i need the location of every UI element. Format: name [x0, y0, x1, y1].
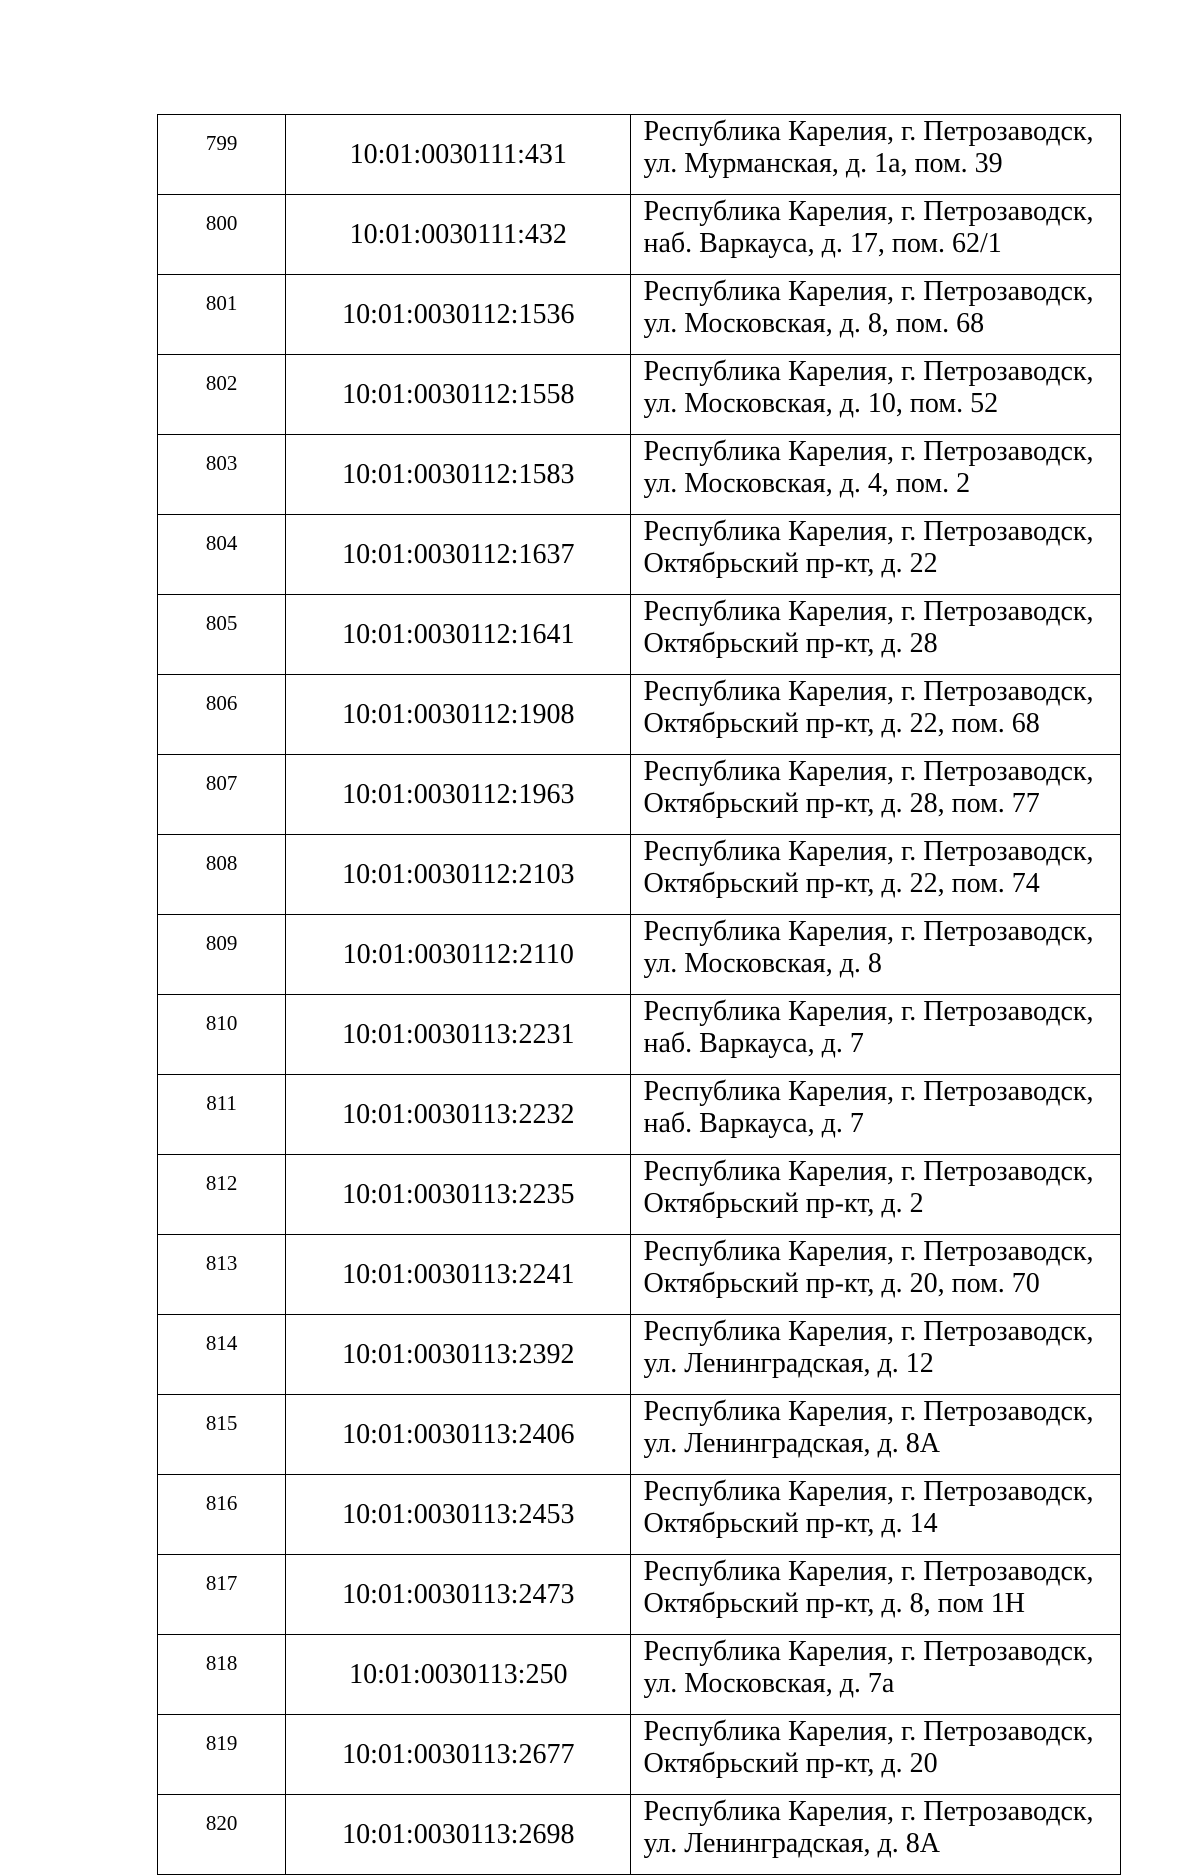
- table-row: [158, 1715, 1121, 1795]
- address-line-1: Республика Карелия, г. Петрозаводск,: [643, 1156, 1094, 1187]
- cadastral-number-cell: 10:01:0030113:2453: [286, 1475, 631, 1555]
- address-cell: [631, 755, 1121, 835]
- row-number-cell: 811: [158, 1075, 286, 1155]
- table-row: [158, 755, 1121, 835]
- registry-table: [157, 114, 1121, 1875]
- table-row: [158, 1475, 1121, 1555]
- cadastral-number-cell: 10:01:0030112:1641: [286, 595, 631, 675]
- cadastral-number-cell: 10:01:0030112:2103: [286, 835, 631, 915]
- address-cell: [631, 835, 1121, 915]
- address-line-2: Октябрьский пр-кт, д. 20, пом. 70: [643, 1268, 1040, 1299]
- row-number-cell: 803: [158, 435, 286, 515]
- address-cell: [631, 915, 1121, 995]
- table-row: [158, 435, 1121, 515]
- row-number-cell: 815: [158, 1395, 286, 1475]
- address-line-2: наб. Варкауса, д. 7: [643, 1028, 864, 1059]
- cadastral-number-cell: 10:01:0030113:2231: [286, 995, 631, 1075]
- row-number-cell: 813: [158, 1235, 286, 1315]
- table-row: [158, 195, 1121, 275]
- address-line-2: ул. Ленинградская, д. 8А: [643, 1828, 940, 1859]
- cadastral-number-cell: 10:01:0030112:1558: [286, 355, 631, 435]
- cadastral-number-cell: 10:01:0030112:2110: [286, 915, 631, 995]
- cadastral-number-cell: 10:01:0030113:2235: [286, 1155, 631, 1235]
- cadastral-number-cell: 10:01:0030112:1583: [286, 435, 631, 515]
- address-line-2: Октябрьский пр-кт, д. 8, пом 1Н: [643, 1588, 1025, 1619]
- table-row: [158, 1395, 1121, 1475]
- row-number-cell: 799: [158, 115, 286, 195]
- address-line-2: ул. Ленинградская, д. 12: [643, 1348, 934, 1379]
- address-cell: [631, 595, 1121, 675]
- address-cell: [631, 515, 1121, 595]
- address-cell: [631, 1795, 1121, 1875]
- table-row: [158, 915, 1121, 995]
- cadastral-number-cell: 10:01:0030113:2406: [286, 1395, 631, 1475]
- address-cell: [631, 435, 1121, 515]
- table-row: [158, 1635, 1121, 1715]
- address-cell: [631, 115, 1121, 195]
- table-row: [158, 1075, 1121, 1155]
- row-number-cell: 801: [158, 275, 286, 355]
- cadastral-number-cell: 10:01:0030113:2392: [286, 1315, 631, 1395]
- address-line-1: Республика Карелия, г. Петрозаводск,: [643, 1076, 1094, 1107]
- row-number-cell: 817: [158, 1555, 286, 1635]
- row-number-cell: 806: [158, 675, 286, 755]
- row-number-cell: 812: [158, 1155, 286, 1235]
- table-row: [158, 675, 1121, 755]
- row-number-cell: 808: [158, 835, 286, 915]
- address-line-1: Республика Карелия, г. Петрозаводск,: [643, 1476, 1094, 1507]
- cadastral-number-cell: 10:01:0030113:2698: [286, 1795, 631, 1875]
- address-line-2: наб. Варкауса, д. 7: [643, 1108, 864, 1139]
- row-number-cell: 802: [158, 355, 286, 435]
- address-cell: [631, 1715, 1121, 1795]
- cadastral-number-cell: 10:01:0030111:431: [286, 115, 631, 195]
- address-cell: [631, 275, 1121, 355]
- address-line-1: Республика Карелия, г. Петрозаводск,: [643, 1796, 1094, 1827]
- address-line-2: Октябрьский пр-кт, д. 28, пом. 77: [643, 788, 1040, 819]
- address-cell: [631, 1155, 1121, 1235]
- address-line-2: Октябрьский пр-кт, д. 22: [643, 548, 938, 579]
- address-line-2: ул. Московская, д. 10, пом. 52: [643, 388, 999, 419]
- address-line-1: Республика Карелия, г. Петрозаводск,: [643, 1636, 1094, 1667]
- address-line-1: Республика Карелия, г. Петрозаводск,: [643, 1316, 1094, 1347]
- table-row: [158, 995, 1121, 1075]
- row-number-cell: 810: [158, 995, 286, 1075]
- table-row: [158, 1155, 1121, 1235]
- cadastral-number-cell: 10:01:0030112:1908: [286, 675, 631, 755]
- row-number-cell: 807: [158, 755, 286, 835]
- table-row: [158, 1235, 1121, 1315]
- address-line-1: Республика Карелия, г. Петрозаводск,: [643, 676, 1094, 707]
- address-line-1: Республика Карелия, г. Петрозаводск,: [643, 1236, 1094, 1267]
- table-body: [158, 115, 1121, 1875]
- address-line-1: Республика Карелия, г. Петрозаводск,: [643, 916, 1094, 947]
- address-line-1: Республика Карелия, г. Петрозаводск,: [643, 436, 1094, 467]
- address-cell: [631, 995, 1121, 1075]
- address-line-1: Республика Карелия, г. Петрозаводск,: [643, 196, 1094, 227]
- table-row: [158, 835, 1121, 915]
- address-line-2: ул. Мурманская, д. 1а, пом. 39: [643, 148, 1003, 179]
- cadastral-number-cell: 10:01:0030113:2677: [286, 1715, 631, 1795]
- table-row: [158, 595, 1121, 675]
- address-cell: [631, 1075, 1121, 1155]
- address-line-2: Октябрьский пр-кт, д. 20: [643, 1748, 938, 1779]
- address-line-1: Республика Карелия, г. Петрозаводск,: [643, 516, 1094, 547]
- address-line-2: Октябрьский пр-кт, д. 2: [643, 1188, 924, 1219]
- address-line-1: Республика Карелия, г. Петрозаводск,: [643, 276, 1094, 307]
- address-cell: [631, 1315, 1121, 1395]
- row-number-cell: 820: [158, 1795, 286, 1875]
- address-line-1: Республика Карелия, г. Петрозаводск,: [643, 756, 1094, 787]
- address-cell: [631, 1635, 1121, 1715]
- address-line-1: Республика Карелия, г. Петрозаводск,: [643, 356, 1094, 387]
- cadastral-number-cell: 10:01:0030113:2232: [286, 1075, 631, 1155]
- row-number-cell: 800: [158, 195, 286, 275]
- table-row: [158, 275, 1121, 355]
- table-row: [158, 115, 1121, 195]
- address-cell: [631, 195, 1121, 275]
- cadastral-number-cell: 10:01:0030112:1536: [286, 275, 631, 355]
- address-line-2: Октябрьский пр-кт, д. 14: [643, 1508, 938, 1539]
- cadastral-number-cell: 10:01:0030113:2473: [286, 1555, 631, 1635]
- table-row: [158, 515, 1121, 595]
- address-line-1: Республика Карелия, г. Петрозаводск,: [643, 1396, 1094, 1427]
- table-row: [158, 1555, 1121, 1635]
- row-number-cell: 804: [158, 515, 286, 595]
- row-number-cell: 816: [158, 1475, 286, 1555]
- address-cell: [631, 1235, 1121, 1315]
- row-number-cell: 805: [158, 595, 286, 675]
- row-number-cell: 814: [158, 1315, 286, 1395]
- address-cell: [631, 675, 1121, 755]
- table-row: [158, 1315, 1121, 1395]
- cadastral-number-cell: 10:01:0030113:2241: [286, 1235, 631, 1315]
- address-line-1: Республика Карелия, г. Петрозаводск,: [643, 1556, 1094, 1587]
- cadastral-number-cell: 10:01:0030112:1963: [286, 755, 631, 835]
- cadastral-number-cell: 10:01:0030113:250: [286, 1635, 631, 1715]
- address-line-1: Республика Карелия, г. Петрозаводск,: [643, 996, 1094, 1027]
- address-cell: [631, 1475, 1121, 1555]
- address-line-2: ул. Московская, д. 4, пом. 2: [643, 468, 971, 499]
- address-line-2: Октябрьский пр-кт, д. 28: [643, 628, 938, 659]
- address-line-2: ул. Московская, д. 8: [643, 948, 882, 979]
- row-number-cell: 809: [158, 915, 286, 995]
- address-line-2: Октябрьский пр-кт, д. 22, пом. 74: [643, 868, 1040, 899]
- address-cell: [631, 1395, 1121, 1475]
- address-line-1: Республика Карелия, г. Петрозаводск,: [643, 116, 1094, 147]
- address-line-2: ул. Московская, д. 7а: [643, 1668, 895, 1699]
- cadastral-number-cell: 10:01:0030111:432: [286, 195, 631, 275]
- address-line-1: Республика Карелия, г. Петрозаводск,: [643, 596, 1094, 627]
- address-line-2: наб. Варкауса, д. 17, пом. 62/1: [643, 228, 1002, 259]
- address-cell: [631, 1555, 1121, 1635]
- address-line-2: Октябрьский пр-кт, д. 22, пом. 68: [643, 708, 1040, 739]
- row-number-cell: 818: [158, 1635, 286, 1715]
- address-line-1: Республика Карелия, г. Петрозаводск,: [643, 836, 1094, 867]
- address-cell: [631, 355, 1121, 435]
- address-line-2: ул. Московская, д. 8, пом. 68: [643, 308, 985, 339]
- table-row: [158, 355, 1121, 435]
- address-line-1: Республика Карелия, г. Петрозаводск,: [643, 1716, 1094, 1747]
- address-line-2: ул. Ленинградская, д. 8А: [643, 1428, 940, 1459]
- cadastral-number-cell: 10:01:0030112:1637: [286, 515, 631, 595]
- row-number-cell: 819: [158, 1715, 286, 1795]
- table-row: [158, 1795, 1121, 1875]
